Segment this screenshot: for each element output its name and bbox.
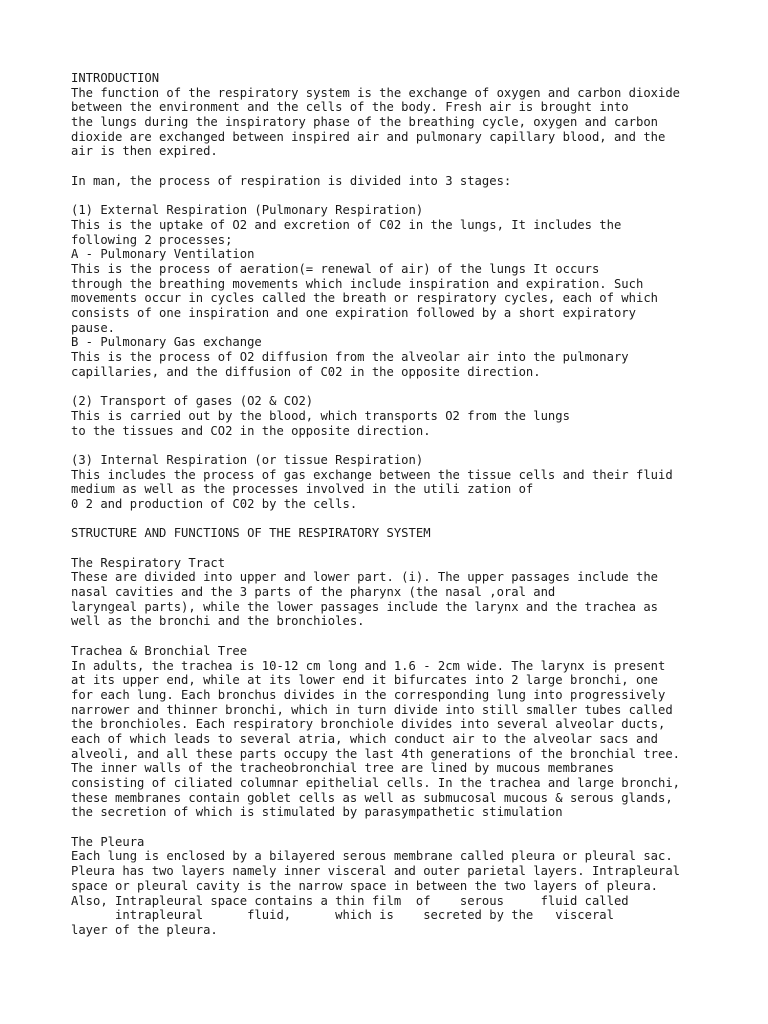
text-line: 0 2 and production of C02 by the cells. xyxy=(71,496,358,511)
text-line: Trachea & Bronchial Tree xyxy=(71,643,248,658)
text-line: This is the uptake of O2 and excretion of C02 in the lungs, It includes the xyxy=(71,217,622,232)
text-line: Also, Intrapleural space contains a thin film of serous fluid called xyxy=(71,893,629,908)
text-line: This is the process of O2 diffusion from the alveolar air into the pulmonary xyxy=(71,350,629,365)
text-line: consists of one inspiration and one expiration followed by a short expiratory xyxy=(71,306,636,320)
text-line: laryngeal parts), while the lower passages include the larynx and the trachea as xyxy=(71,599,658,614)
text-line: A - Pulmonary Ventilation xyxy=(71,247,255,262)
blank-line xyxy=(71,820,751,835)
text-line: air is then expired. xyxy=(71,144,218,159)
text-line: alveoli, and all these parts occupy the last 4th generations of the bronchial tree. xyxy=(71,746,681,761)
text-line: Each lung is enclosed by a bilayered serous membrane called pleura or pleural sac. xyxy=(71,849,673,864)
text-line: The function of the respiratory system is the exchange of oxygen and carbon dioxide xyxy=(71,85,681,100)
text-line: these membranes contain goblet cells as well as submucosal mucous & serous glands, xyxy=(71,790,673,805)
text-line: the secretion of which is stimulated by parasympathetic stimulation xyxy=(71,805,563,820)
text-line: to the tissues and CO2 in the opposite direction. xyxy=(71,423,431,438)
text-line: consisting of ciliated columnar epithelial cells. In the trachea and large bronchi, xyxy=(71,776,681,790)
text-line: (2) Transport of gases (O2 & CO2) xyxy=(71,394,314,409)
text-line: This is carried out by the blood, which transports O2 from the lungs xyxy=(71,408,570,423)
text-line: This includes the process of gas exchange between the tissue cells and their fluid xyxy=(71,467,673,482)
text-line: through the breathing movements which include inspiration and expiration. Such xyxy=(71,276,644,291)
text-line: between the environment and the cells of the body. Fresh air is brought into xyxy=(71,100,629,115)
text-line: well as the bronchi and the bronchioles. xyxy=(71,614,365,629)
text-line: (1) External Respiration (Pulmonary Respiration) xyxy=(71,203,424,218)
blank-line xyxy=(71,379,751,394)
text-line: the bronchioles. Each respiratory bronchiole divides into several alveolar ducts, xyxy=(71,717,666,732)
text-line: nasal cavities and the 3 parts of the pharynx (the nasal ,oral and xyxy=(71,585,556,600)
document-page xyxy=(71,71,751,938)
text-line: dioxide are exchanged between inspired air and pulmonary capillary blood, and the xyxy=(71,129,666,144)
text-line: Pleura has two layers namely inner visceral and outer parietal layers. Intrapleural xyxy=(71,864,681,879)
text-line: each of which leads to several atria, which conduct air to the alveolar sacs and xyxy=(71,731,658,746)
text-line: The Respiratory Tract xyxy=(71,555,226,570)
text-line: INTRODUCTION xyxy=(71,71,160,85)
blank-line xyxy=(71,629,751,644)
text-line: (3) Internal Respiration (or tissue Respiration) xyxy=(71,452,424,467)
blank-line xyxy=(71,541,751,556)
text-line: intrapleural fluid, which is secreted by the visceral xyxy=(71,908,614,923)
text-line: This is the process of aeration(= renewal of air) of the lungs It occurs xyxy=(71,261,600,276)
text-line: the lungs during the inspiratory phase of the breathing cycle, oxygen and carbon xyxy=(71,115,658,130)
text-line: pause. xyxy=(71,320,116,335)
blank-line xyxy=(71,512,751,527)
text-line: layer of the pleura. xyxy=(71,922,218,937)
text-line: following 2 processes; xyxy=(71,232,233,247)
text-line: for each lung. Each bronchus divides in the corresponding lung into progressively xyxy=(71,687,666,702)
text-line: space or pleural cavity is the narrow space in between the two layers of pleura. xyxy=(71,878,658,893)
text-line: medium as well as the processes involved in the utili zation of xyxy=(71,482,534,497)
text-line: STRUCTURE AND FUNCTIONS OF THE RESPIRATORY SYSTEM xyxy=(71,526,431,541)
blank-line xyxy=(71,189,751,204)
text-line: narrower and thinner bronchi, which in turn divide into still smaller tubes called xyxy=(71,702,673,717)
text-line: capillaries, and the diffusion of C02 in the opposite direction. xyxy=(71,364,541,379)
text-line: B - Pulmonary Gas exchange xyxy=(71,335,262,350)
blank-line xyxy=(71,438,751,453)
text-line: In man, the process of respiration is divided into 3 stages: xyxy=(71,173,512,188)
text-line: The Pleura xyxy=(71,834,145,849)
text-line: movements occur in cycles called the breath or respiratory cycles, each of which xyxy=(71,291,658,306)
text-line: In adults, the trachea is 10-12 cm long and 1.6 - 2cm wide. The larynx is present xyxy=(71,658,666,673)
text-line: The inner walls of the tracheobronchial tree are lined by mucous membranes xyxy=(71,761,614,776)
text-line: at its upper end, while at its lower end it bifurcates into 2 large bronchi, one xyxy=(71,673,658,688)
text-line: These are divided into upper and lower part. (i). The upper passages include the xyxy=(71,570,658,585)
blank-line xyxy=(71,159,751,174)
